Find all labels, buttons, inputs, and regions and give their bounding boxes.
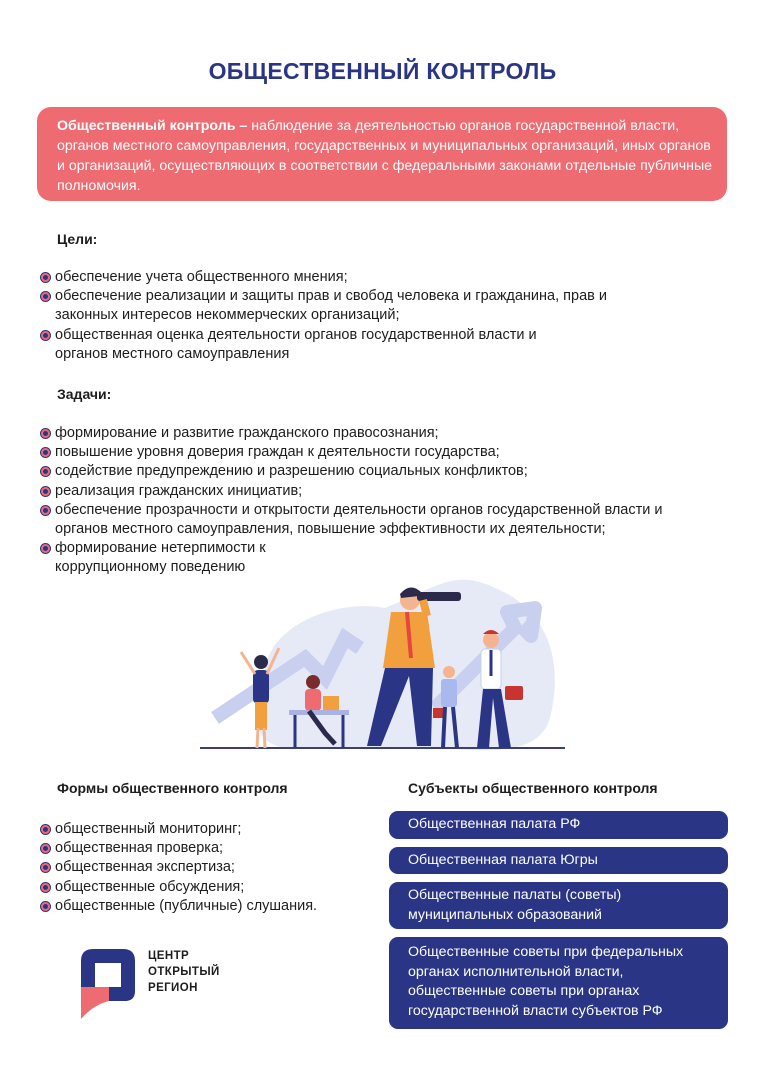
- list-item: повышение уровня доверия граждан к деятельности государства;: [39, 443, 689, 462]
- list-item: общественная проверка;: [39, 839, 369, 858]
- subject-item: Общественная палата Югры: [389, 847, 728, 875]
- list-item: обеспечение реализации и защиты прав и свобод человека и гражданина, прав и законных интересов некоммерческих организаций;: [39, 287, 679, 325]
- list-item: обеспечение прозрачности и открытости деятельности органов государственной власти и органов местного самоуправления, повышение эффективности их деятельности;: [39, 501, 689, 539]
- logo-text: [148, 948, 220, 996]
- forms-list: [39, 820, 369, 916]
- subject-item: Общественная палата РФ: [389, 811, 728, 839]
- logo-line-3: РЕГИОН: [148, 982, 198, 994]
- logo-white-square: [99, 967, 117, 985]
- list-item: обеспечение учета общественного мнения;: [39, 268, 679, 287]
- goals-heading: Цели:: [57, 231, 98, 247]
- tasks-list: [39, 424, 689, 578]
- subject-item: Общественные палаты (советы) муниципальных образований: [389, 882, 728, 929]
- definition-box: [37, 107, 727, 201]
- page-title: ОБЩЕСТВЕННЫЙ КОНТРОЛЬ: [208, 58, 557, 84]
- definition-text: наблюдение за деятельностью органов государственной власти, органов местного самоуправления, государственных и муниципальных организаций, иных органов и организаций, осуществляющих в соответствии с федеральными законами отдельные публичные полномочия.: [57, 118, 713, 194]
- subjects-heading: Субъекты общественного контроля: [408, 780, 658, 796]
- list-item: содействие предупреждению и разрешению социальных конфликтов;: [39, 462, 689, 481]
- list-item: общественный мониторинг;: [39, 820, 369, 839]
- list-item: общественные обсуждения;: [39, 878, 369, 897]
- tasks-heading: Задачи:: [57, 386, 112, 402]
- list-item: реализация гражданских инициатив;: [39, 482, 689, 501]
- logo-line-2: ОТКРЫТЫЙ: [148, 966, 220, 978]
- list-item: общественная экспертиза;: [39, 858, 369, 877]
- team-illustration: [195, 568, 575, 758]
- subjects-list: [389, 811, 728, 1037]
- list-item: формирование нетерпимости к коррупционному поведению: [39, 539, 289, 577]
- logo-line-1: ЦЕНТР: [148, 950, 190, 962]
- goals-list: [39, 268, 679, 364]
- list-item: общественные (публичные) слушания.: [39, 897, 369, 916]
- open-region-logo: [79, 947, 137, 1021]
- forms-heading: Формы общественного контроля: [57, 780, 288, 796]
- list-item: общественная оценка деятельности органов государственной власти и органов местного самоуправления: [39, 326, 679, 364]
- definition-term: Общественный контроль –: [57, 118, 248, 134]
- logo-coral-shape: [81, 987, 109, 1019]
- list-item: формирование и развитие гражданского правосознания;: [39, 424, 689, 443]
- subject-item: Общественные советы при федеральных органах исполнительной власти, общественные советы при органах государственной власти субъектов РФ: [389, 937, 728, 1029]
